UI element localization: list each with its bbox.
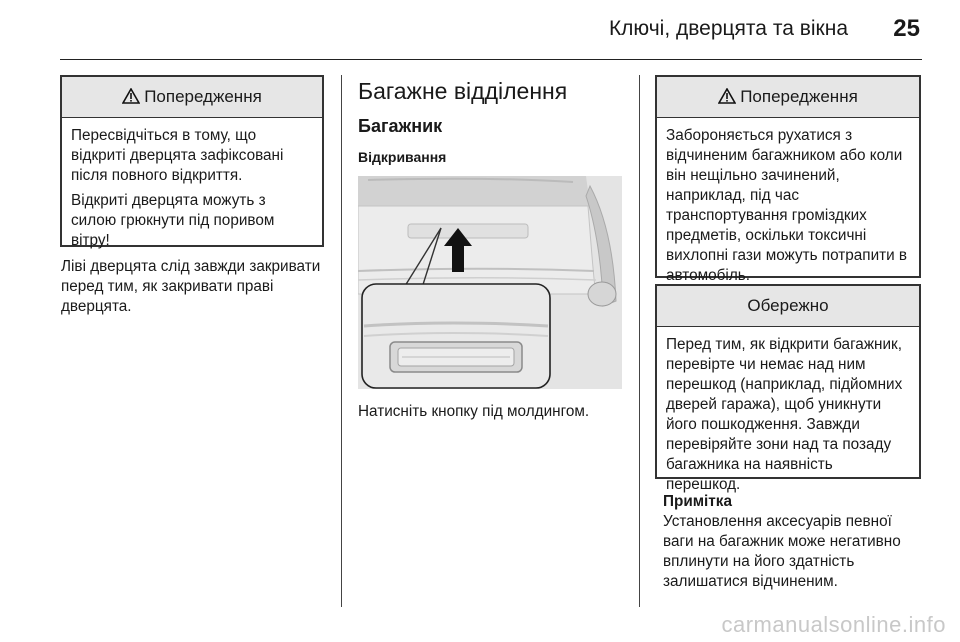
caution-title: Обережно xyxy=(747,296,829,315)
subsection-heading: Багажник xyxy=(358,116,443,136)
page-header xyxy=(0,0,960,60)
subsubsection-heading: Відкривання xyxy=(358,149,447,165)
note-title: Примітка xyxy=(663,493,732,510)
warning-box-header xyxy=(62,77,322,118)
warning-triangle-icon xyxy=(718,88,736,109)
page-number: 25 xyxy=(893,15,920,42)
warning-paragraph: Відкриті дверцята можуть з силою грюкнути під поривом вітру! xyxy=(71,192,275,249)
tailgate-button-illustration xyxy=(358,176,622,389)
warning-text: Забороняється рухатися з відчиненим багажником або коли він нещільно зачинений, наприклад, під час транспортування громіздких предметів, оскільки токсичні вихлопні гази можуть потрапити в автомобіль. xyxy=(666,127,908,284)
warning-title: Попередження xyxy=(740,87,858,106)
doors-closing-text: Ліві дверцята слід завжди закривати перед тим, як закривати праві дверцята. xyxy=(61,258,321,315)
section-heading: Багажне відділення xyxy=(358,78,568,104)
warning-box-body xyxy=(657,118,919,294)
warning-box-body xyxy=(62,118,322,259)
column-divider-left xyxy=(341,75,342,607)
caution-text: Перед тим, як відкрити багажник, перевірте чи немає над ним перешкод (наприклад, підйомних дверей гаража), щоб уникнути його пошкодження. Завжди перевіряйте зони над та позаду багажника на наявність перешкод. xyxy=(666,336,903,493)
warning-title: Попередження xyxy=(144,87,262,106)
warning-box-header xyxy=(657,77,919,118)
warning-triangle-icon xyxy=(122,88,140,109)
note-block xyxy=(663,492,925,592)
watermark: carmanualsonline.info xyxy=(721,612,946,637)
note-text: Установлення аксесуарів певної ваги на багажник може негативно вплинути на його здатність залишатися відчиненим. xyxy=(663,513,901,590)
warning-box-exhaust xyxy=(655,75,921,284)
caution-box xyxy=(655,284,921,493)
caution-box-body xyxy=(657,327,919,503)
header-title: Ключі, дверцята та вікна xyxy=(608,17,848,40)
caution-box-header xyxy=(657,286,919,327)
warning-paragraph: Пересвідчіться в тому, що відкриті дверцята зафіксовані після повного відкриття. xyxy=(71,127,284,184)
header-rule xyxy=(60,59,922,60)
illustration-caption: Натисніть кнопку під молдингом. xyxy=(358,403,590,420)
column-divider-right xyxy=(639,75,640,607)
warning-box-doors xyxy=(60,75,324,247)
